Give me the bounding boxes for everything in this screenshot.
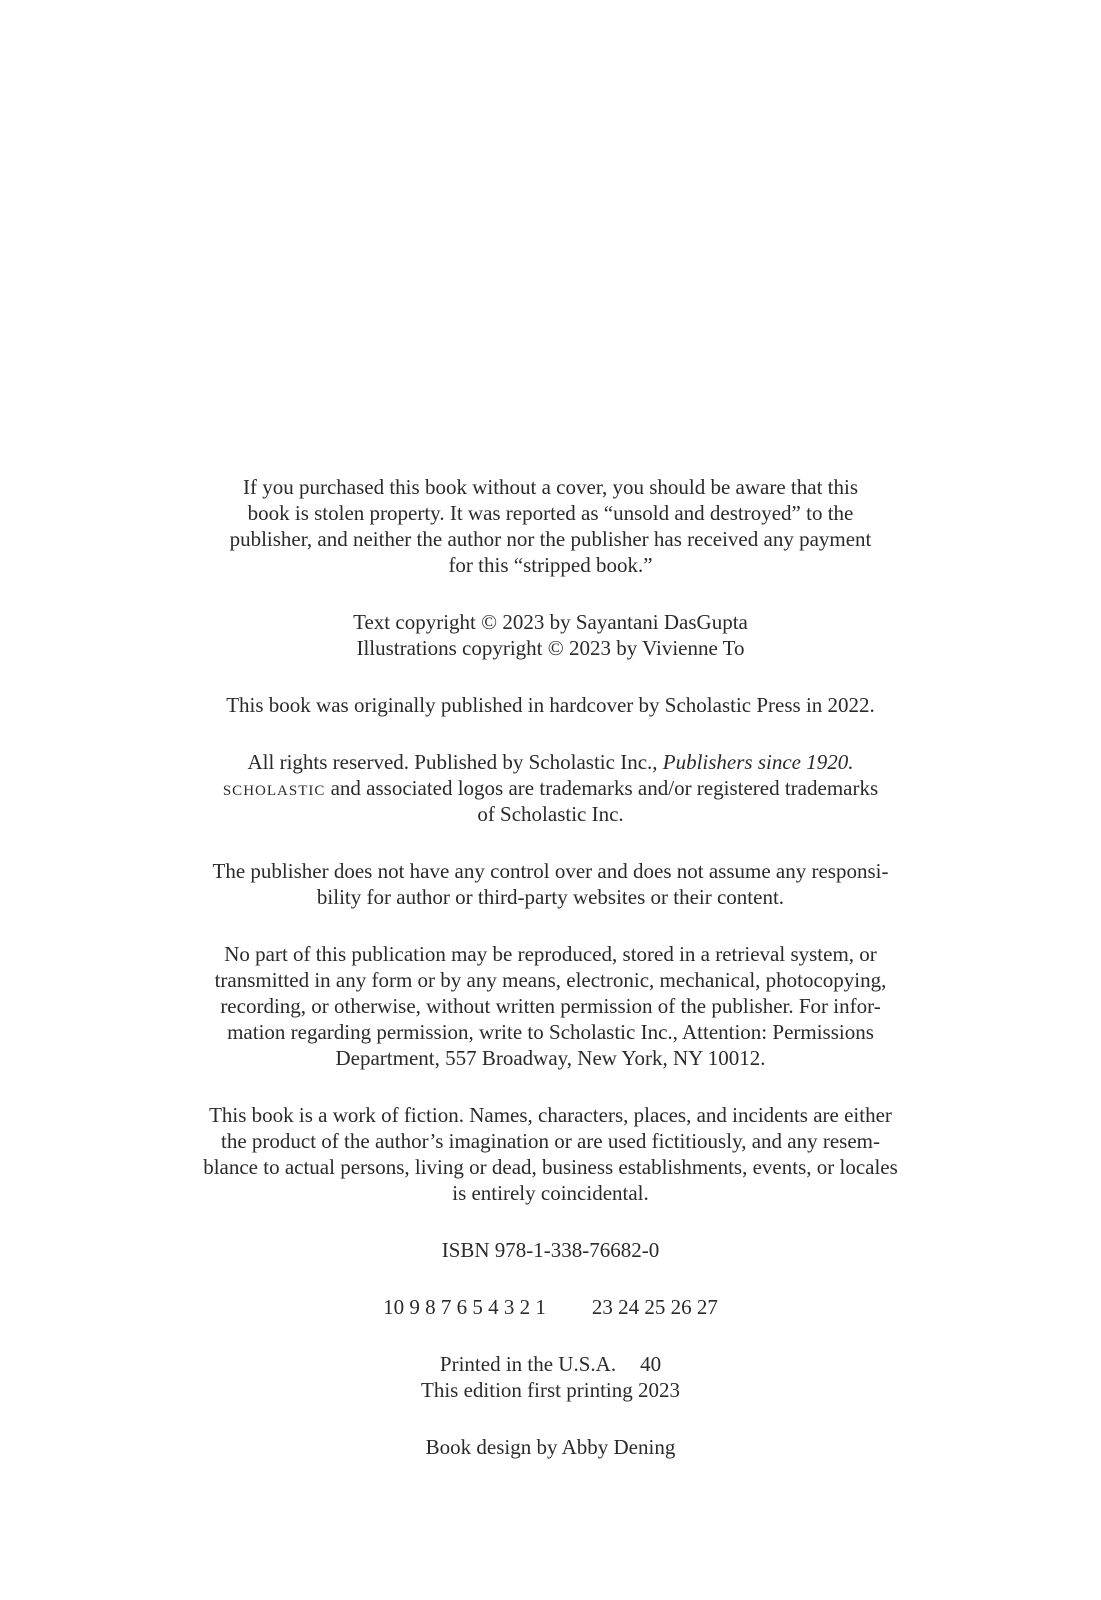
edition-printing: This edition first printing 2023 — [421, 1378, 680, 1402]
permissions-notice — [100, 941, 1001, 1071]
disclaimer-line: The publisher does not have any control over and does not assume any responsi- — [212, 859, 889, 883]
permissions-line: No part of this publication may be reproduced, stored in a retrieval system, or — [224, 942, 877, 966]
printed-in-line — [100, 1351, 1001, 1377]
copyright-text-column — [100, 474, 1001, 1491]
text-copyright: Text copyright © 2023 by Sayantani DasGupta — [353, 610, 748, 634]
print-run-numbers: 10 9 8 7 6 5 4 3 2 1 — [383, 1295, 546, 1319]
isbn: ISBN 978-1-338-76682-0 — [441, 1238, 660, 1262]
original-publication-note — [100, 692, 1001, 718]
trademark-text: and associated logos are trademarks and/or registered trademarks — [325, 776, 879, 800]
isbn-block — [100, 1237, 1001, 1263]
notice-line: If you purchased this book without a cover, you should be aware that this — [242, 475, 859, 499]
printed-in-country: Printed in the U.S.A. — [439, 1352, 617, 1376]
printing-line — [100, 1294, 1001, 1320]
copyright-statement — [100, 609, 1001, 661]
rights-prefix: All rights reserved. Published by Scholastic Inc., — [247, 750, 663, 774]
notice-line: publisher, and neither the author nor the publisher has received any payment — [229, 527, 872, 551]
publishers-since-tagline: Publishers since 1920. — [662, 750, 854, 774]
websites-disclaimer — [100, 858, 1001, 910]
disclaimer-line: bility for author or third-party websites or their content. — [316, 885, 785, 909]
notice-line: for this “stripped book.” — [448, 553, 653, 577]
rights-line-2 — [100, 775, 1001, 801]
rights-statement — [100, 749, 1001, 827]
permissions-line: mation regarding permission, write to Scholastic Inc., Attention: Permissions — [227, 1020, 874, 1044]
fiction-line: is entirely coincidental. — [452, 1181, 649, 1205]
permissions-line: transmitted in any form or by any means, electronic, mechanical, photocopying, — [214, 968, 887, 992]
stripped-book-notice — [100, 474, 1001, 578]
original-publication-line: This book was originally published in hardcover by Scholastic Press in 2022. — [226, 693, 875, 717]
printer-code: 40 — [640, 1352, 662, 1376]
permissions-line: Department, 557 Broadway, New York, NY 10012. — [335, 1046, 766, 1070]
scholastic-trademark: scholastic — [222, 776, 326, 800]
permissions-line: recording, or otherwise, without written permission of the publisher. For infor- — [220, 994, 881, 1018]
illustrations-copyright: Illustrations copyright © 2023 by Vivienne To — [356, 636, 745, 660]
design-credit-block — [100, 1434, 1001, 1460]
printing-numbers — [100, 1294, 1001, 1320]
fiction-line: blance to actual persons, living or dead, business establishments, events, or locales — [203, 1155, 898, 1179]
printed-in-block — [100, 1351, 1001, 1403]
fiction-disclaimer — [100, 1102, 1001, 1206]
fiction-line: This book is a work of fiction. Names, characters, places, and incidents are either — [209, 1103, 892, 1127]
rights-line-3: of Scholastic Inc. — [477, 802, 624, 826]
rights-line-1 — [100, 749, 1001, 775]
notice-line: book is stolen property. It was reported as “unsold and destroyed” to the — [247, 501, 854, 525]
print-year-numbers: 23 24 25 26 27 — [591, 1295, 718, 1319]
design-credit: Book design by Abby Dening — [425, 1435, 676, 1459]
fiction-line: the product of the author’s imagination or are used fictitiously, and any resem- — [221, 1129, 880, 1153]
